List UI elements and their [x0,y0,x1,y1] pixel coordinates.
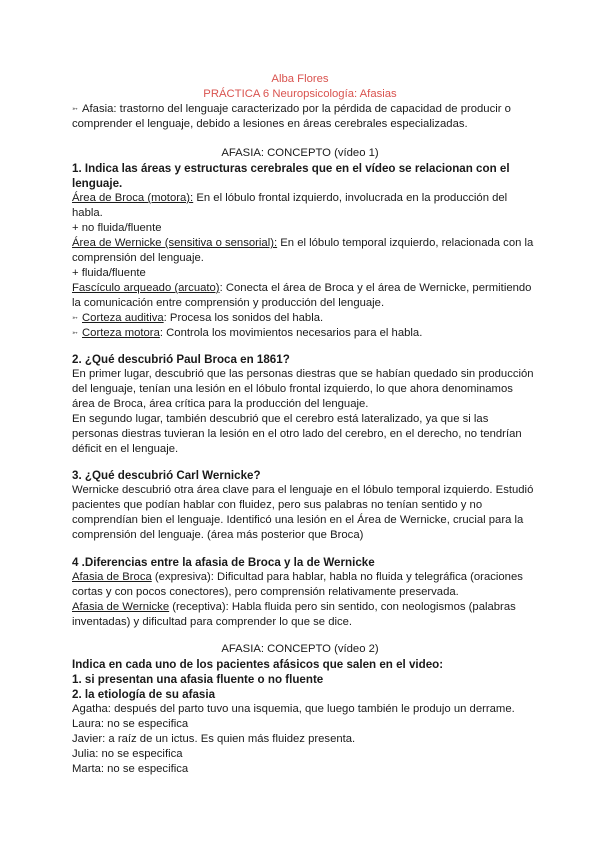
q2-line-3: área de Broca, área crítica para la producción del lenguaje. [72,398,369,410]
patient-laura: Laura: no se especifica [72,718,189,730]
list-bullet-icon: ➳ [72,106,78,113]
q2-title: 2. ¿Qué descubrió Paul Broca en 1861? [72,353,290,366]
broca-note: + no fluida/fluente [72,222,162,234]
q3-title: 3. ¿Qué descubrió Carl Wernicke? [72,469,261,482]
q2-line-1: En primer lugar, descubrió que las personas diestras que se habían quedado sin producción [72,368,534,380]
q2-line-2: del lenguaje, tenían una lesión en el lóbulo frontal izquierdo, lo que ahora denominamos [72,383,513,395]
broca-area-label: Área de Broca (motora): [72,192,194,204]
wernicke-area-line-1: Área de Wernicke (sensitiva o sensorial): En el lóbulo temporal izquierdo, relacionada con la [72,237,534,249]
section-2-item-2: 2. la etiología de su afasia [72,688,216,701]
list-bullet-icon: ➳ [72,315,78,322]
q1-title-line-2: lenguaje. [72,177,123,190]
section-1-heading: AFASIA: CONCEPTO (vídeo 1) [221,147,379,159]
corteza-auditiva-label: Corteza auditiva [82,312,164,324]
afasia-broca-label: Afasia de Broca [72,571,152,583]
broca-area-line-1: Área de Broca (motora): En el lóbulo frontal izquierdo, involucrada en la producción del [72,192,508,204]
corteza-motora-line: ➳ Corteza motora: Controla los movimientos necesarios para el habla. [72,327,423,339]
fasciculo-line-1: Fascículo arqueado (arcuato): Conecta el área de Broca y el área de Wernicke, permitiendo [72,282,532,294]
patient-marta: Marta: no se especifica [72,763,189,775]
q3-line-3: comprendían bien el lenguaje. Identificó una lesión en el Área de Wernicke, crucial para la [72,514,524,526]
wernicke-area-label: Área de Wernicke (sensitiva o sensorial): [72,237,278,249]
corteza-auditiva-line: ➳ Corteza auditiva: Procesa los sonidos del habla. [72,312,324,324]
corteza-motora-label: Corteza motora [82,327,160,339]
q2-line-5: personas diestras tuvieran la lesión en el otro lado del cerebro, en el derecho, no tendrían [72,428,522,440]
patient-julia: Julia: no se especifica [72,748,183,760]
broca-area-line-2: habla. [72,207,103,219]
author-name: Alba Flores [271,73,329,85]
q2-line-4: En segundo lugar, también descubrió que el cerebro está lateralizado, ya que si las [72,413,489,425]
q3-line-1: Wernicke descubrió otra área clave para el lenguaje en el lóbulo temporal izquierdo. Estudió [72,484,534,496]
afasia-wernicke-label: Afasia de Wernicke [72,601,170,613]
patient-agatha: Agatha: después del parto tuvo una isquemia, que luego también le produjo un derrame. [72,703,515,715]
intro-line-2: comprender el lenguaje, debido a lesiones en áreas cerebrales especializadas. [72,118,468,130]
q4-title: 4 .Diferencias entre la afasia de Broca y la de Wernicke [72,556,375,569]
section-2-heading: AFASIA: CONCEPTO (vídeo 2) [221,643,379,655]
afasia-wernicke-line-2: inventadas) y dificultad para comprender lo que se dice. [72,616,353,628]
q2-line-6: déficit en el lenguaje. [72,443,179,455]
afasia-wernicke-line-1: Afasia de Wernicke (receptiva): Habla fluida pero sin sentido, con neologismos (palabras [72,601,516,613]
section-2-prompt: Indica en cada uno de los pacientes afásicos que salen en el video: [72,658,444,671]
list-bullet-icon: ➳ [72,330,78,337]
wernicke-note: + fluida/fluente [72,267,146,279]
wernicke-area-line-2: comprensión del lenguaje. [72,252,204,264]
document-title: PRÁCTICA 6 Neuropsicología: Afasias [203,88,397,100]
afasia-broca-line-1: Afasia de Broca (expresiva): Dificultad para hablar, habla no fluida y telegráfica (oraciones [72,571,523,583]
patient-javier: Javier: a raíz de un ictus. Es quien más fluidez presenta. [72,733,356,745]
q1-title-line-1: 1. Indica las áreas y estructuras cerebrales que en el vídeo se relacionan con el [72,162,510,175]
fasciculo-label: Fascículo arqueado (arcuato) [72,282,220,294]
fasciculo-line-2: la comunicación entre comprensión y producción del lenguaje. [72,297,385,309]
q3-line-2: pacientes que podían hablar con fluidez, pero sus palabras no tenían sentido y no [72,499,483,511]
q3-line-4: comprensión del lenguaje. (área más posterior que Broca) [72,529,364,541]
intro-line-1: ➳ Afasia: trastorno del lenguaje caracterizado por la pérdida de capacidad de producir o [72,103,511,115]
section-2-item-1: 1. si presentan una afasia fluente o no fluente [72,673,324,686]
afasia-broca-line-2: cortas y con pocos conectores), pero comprensión relativamente preservada. [72,586,459,598]
